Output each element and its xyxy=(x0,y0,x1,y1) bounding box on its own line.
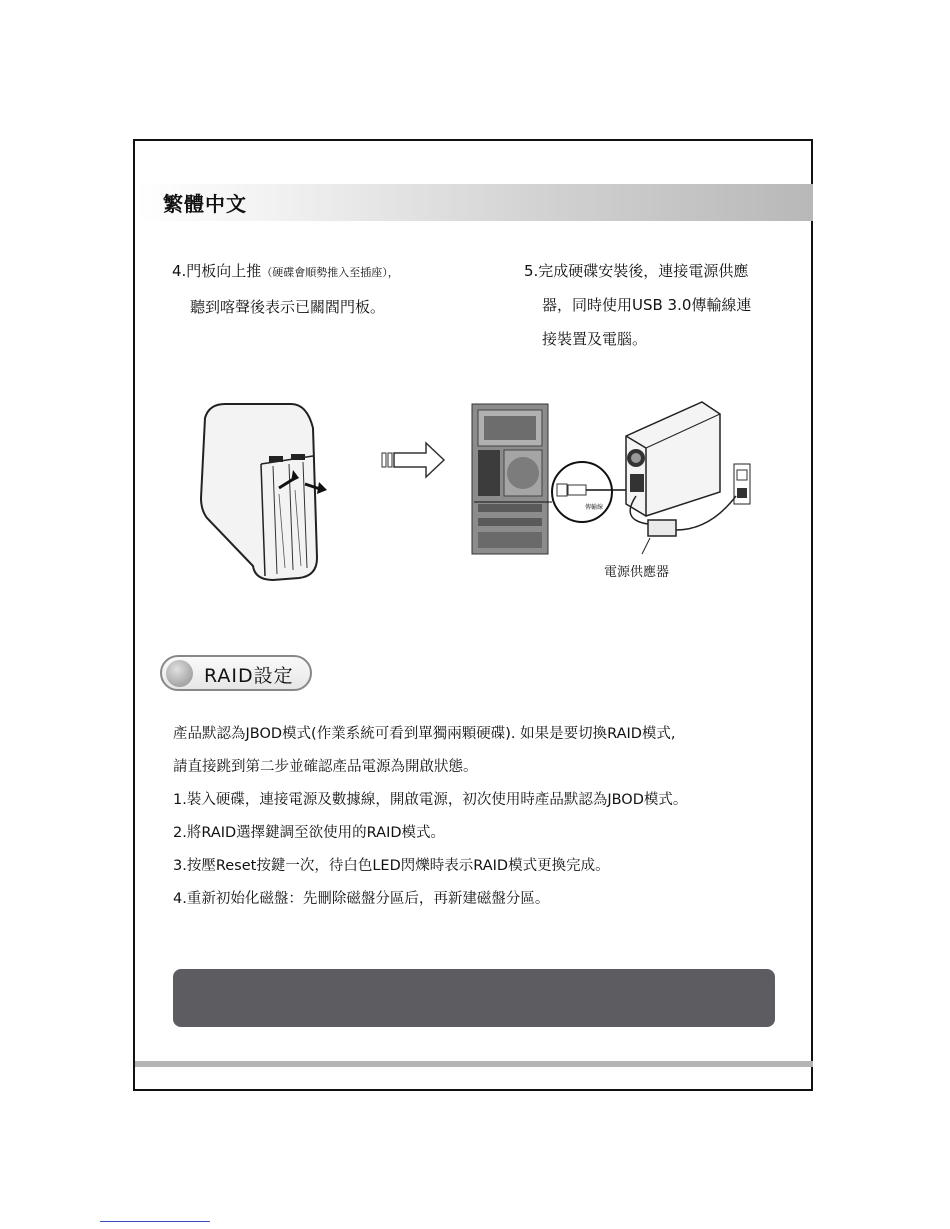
step-4-line1: 4.門板向上推 xyxy=(172,262,262,280)
bottom-rule xyxy=(135,1061,813,1067)
raid-line-2: 請直接跳到第二步並確認產品電源為開啟狀態。 xyxy=(173,759,478,775)
raid-section-title: RAID設定 xyxy=(204,665,294,687)
circle-bullet-icon xyxy=(166,660,193,687)
step-4-note: （硬碟會順勢推入至插座）， xyxy=(261,266,399,279)
step-4-text xyxy=(172,254,472,324)
dark-note-bar xyxy=(173,969,775,1027)
step-5-line1: 5.完成硬碟安裝後，連接電源供應 xyxy=(524,262,749,280)
raid-section-heading xyxy=(160,655,312,691)
pc-connection-illustration xyxy=(470,400,760,560)
raid-instructions xyxy=(173,718,793,916)
cable-tag: 傳輸線 xyxy=(585,504,604,511)
raid-line-1: 產品默認為JBOD模式(作業系統可看到單獨兩顆硬碟). 如果是要切換RAID模式, xyxy=(173,726,676,742)
raid-line-6: 4.重新初始化磁盤：先刪除磁盤分區后，再新建磁盤分區。 xyxy=(173,891,550,907)
corner-underline xyxy=(100,1221,210,1222)
language-title: 繁體中文 xyxy=(163,192,247,216)
power-supply-label: 電源供應器 xyxy=(604,565,670,580)
right-arrow-icon xyxy=(380,441,446,479)
raid-line-3: 1.裝入硬碟，連接電源及數據線，開啟電源，初次使用時產品默認為JBOD模式。 xyxy=(173,792,688,808)
raid-line-5: 3.按壓Reset按鍵一次，待白色LED閃爍時表示RAID模式更換完成。 xyxy=(173,858,610,874)
raid-line-4: 2.將RAID選擇鍵調至欲使用的RAID模式。 xyxy=(173,825,446,841)
step-5-line3: 接裝置及電腦。 xyxy=(542,330,648,348)
step-5-text xyxy=(524,254,784,356)
drive-enclosure-illustration xyxy=(195,398,345,583)
step-4-line2: 聽到喀聲後表示已關閻門板。 xyxy=(190,298,386,316)
step-5-line2: 器，同時使用USB 3.0傳輸線連 xyxy=(542,296,752,314)
